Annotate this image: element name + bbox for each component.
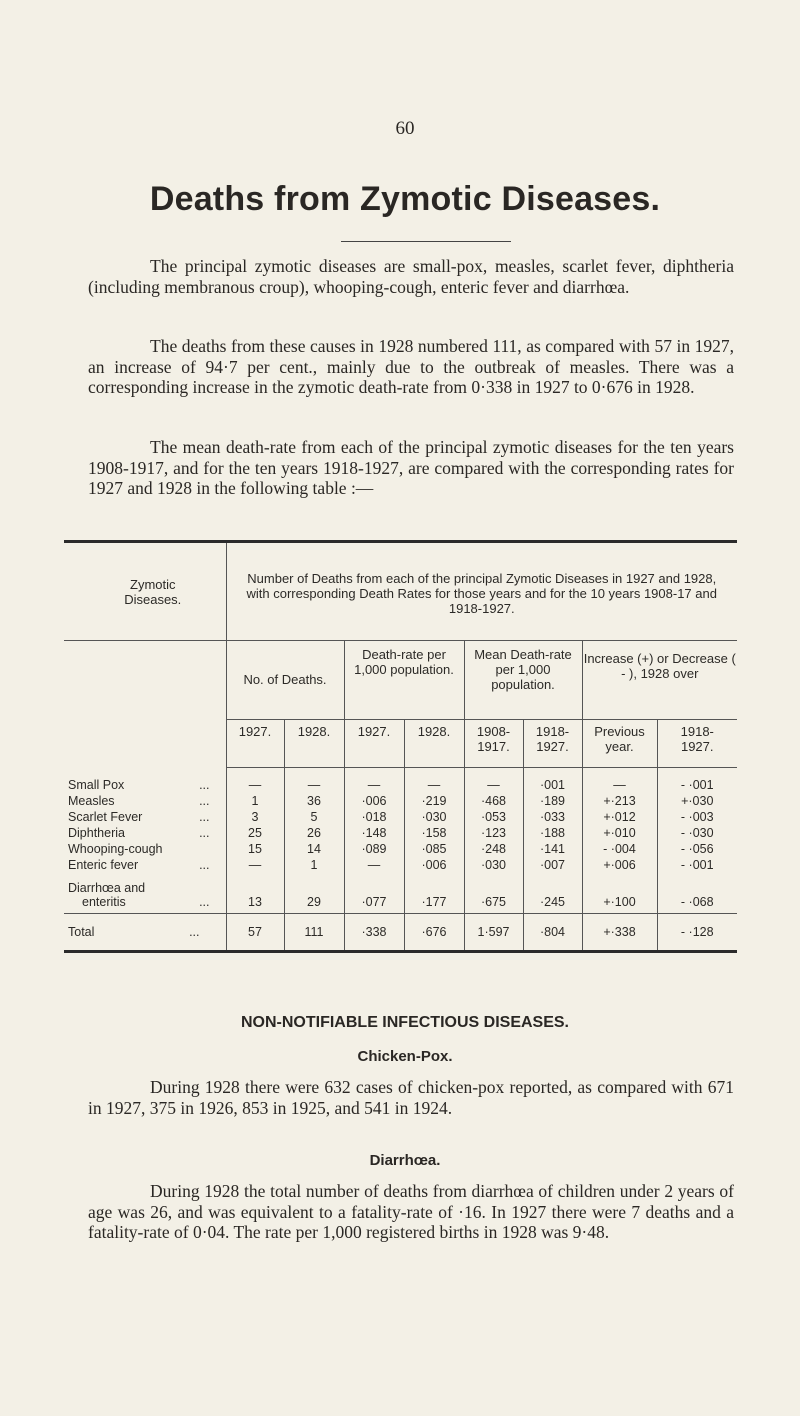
table-row: Diarrhœa and enteritis ... 13 29 ·077 ·177 ·675 ·245 +·100 - ·068 <box>64 873 737 914</box>
row-label: Whooping-cough <box>68 842 163 856</box>
table-spacer-row <box>64 767 737 777</box>
group-no-of-deaths: No. of Deaths. <box>226 641 344 720</box>
title-divider <box>341 241 511 242</box>
table-row: Enteric fever ... — 1 — ·006 ·030 ·007 +·006 - ·001 <box>64 857 737 873</box>
table-total-row: Total ... 57 111 ·338 ·676 1·597 ·804 +·338 - ·128 <box>64 914 737 952</box>
sub-increase-1918-1927: 1918-1927. <box>657 719 737 767</box>
blank-cell <box>64 641 226 720</box>
row-label: Measles <box>68 794 115 808</box>
page-number: 60 <box>395 118 415 139</box>
table-row: Measles ... 1 36 ·006 ·219 ·468 ·189 +·213 +·030 <box>64 793 737 809</box>
diarrhoea-paragraph: During 1928 the total number of deaths from diarrhœa of children under 2 years of age was 26, and was equivalent to a fatality-rate of ·16. In 1927 there were 7 deaths and a fatality-rate of 0·04. The rate per 1,000 registered births in 1928 was 9·48. <box>88 1181 734 1242</box>
row-label: Small Pox <box>68 778 125 792</box>
table-row: Small Pox ... — — — — — ·001 — - ·001 <box>64 777 737 793</box>
total-label: Total <box>68 925 95 939</box>
table-row: Whooping-cough 15 14 ·089 ·085 ·248 ·141 - ·004 - ·056 <box>64 841 737 857</box>
row-label: Enteric fever <box>68 858 139 872</box>
section-heading: NON-NOTIFIABLE INFECTIOUS DISEASES. <box>240 1014 569 1031</box>
row-label: Diphtheria <box>68 826 125 840</box>
sub-mean-1908-1917: 1908-1917. <box>464 719 523 767</box>
sub-deaths-1927: 1927. <box>226 719 284 767</box>
table-header-row <box>64 542 737 641</box>
col-header-diseases: Zymotic Diseases. <box>124 576 182 607</box>
chicken-pox-paragraph: During 1928 there were 632 cases of chicken-pox reported, as compared with 671 in 1927, 375 in 1926, 853 in 1925, and 541 in 1924. <box>88 1077 734 1118</box>
table-subheader-row <box>64 719 737 767</box>
sub-previous-year: Previous year. <box>582 719 657 767</box>
intro-paragraph-2: The deaths from these causes in 1928 numbered 111, as compared with 57 in 1927, an increase of 94·7 per cent., mainly due to the outbreak of measles. There was a corresponding increase in the zymotic death-rate from 0·338 in 1927 to 0·676 in 1928. <box>88 336 734 397</box>
group-mean-death-rate: Mean Death-rate per 1,000 population. <box>464 641 582 720</box>
table-row: Diphtheria ... 25 26 ·148 ·158 ·123 ·188 +·010 - ·030 <box>64 825 737 841</box>
blank-cell <box>64 719 226 767</box>
table-row: Scarlet Fever ... 3 5 ·018 ·030 ·053 ·033 +·012 - ·003 <box>64 809 737 825</box>
page-title: Deaths from Zymotic Diseases. <box>149 180 661 218</box>
sub-rate-1928: 1928. <box>404 719 464 767</box>
col-header-span: Number of Deaths from each of the principal Zymotic Diseases in 1927 and 1928, with corresponding Death Rates for those years and for the 10 years 1908-17 and 1918-1927. <box>226 542 737 641</box>
intro-paragraph-1: The principal zymotic diseases are small-pox, measles, scarlet fever, diphtheria (including membranous croup), whooping-cough, enteric fever and diarrhœa. <box>88 256 734 297</box>
row-label: Diarrhœa and <box>68 881 146 895</box>
row-label: Scarlet Fever <box>68 810 143 824</box>
chicken-pox-heading: Chicken-Pox. <box>357 1048 453 1065</box>
sub-rate-1927: 1927. <box>344 719 404 767</box>
blank-cell <box>64 767 226 777</box>
sub-mean-1918-1927: 1918-1927. <box>523 719 582 767</box>
group-increase-decrease: Increase (+) or Decrease ( - ), 1928 over <box>582 641 737 720</box>
diarrhoea-heading: Diarrhœa. <box>369 1152 441 1169</box>
sub-deaths-1928: 1928. <box>284 719 344 767</box>
group-death-rate: Death-rate per 1,000 population. <box>344 641 464 720</box>
intro-paragraph-3: The mean death-rate from each of the principal zymotic diseases for the ten years 1908-1917, and for the ten years 1918-1927, are compared with the corresponding rates for 1927 and 1928 in the following table :— <box>88 437 734 498</box>
zymotic-table <box>64 540 737 953</box>
table-group-row <box>64 641 737 720</box>
